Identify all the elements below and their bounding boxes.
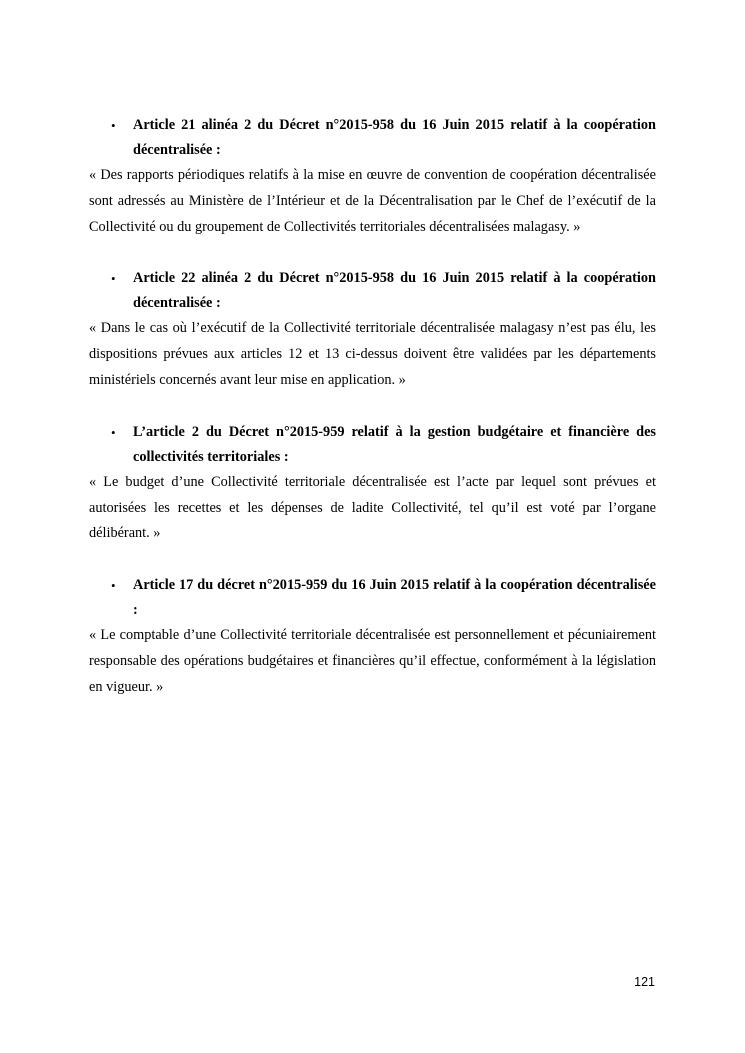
article-heading-text: Article 22 alinéa 2 du Décret n°2015-958 du 16 Juin 2015 relatif à la coopération décentralisée : [133,270,656,312]
article-section [89,113,656,240]
article-quote: « Le budget d’une Collectivité territoriale décentralisée est l’acte par lequel sont prévues et autorisées les recettes et les dépenses de ladite Collectivité, tel qu’il est voté par l’organe délibérant. » [89,473,656,542]
article-quote: « Le comptable d’une Collectivité territoriale décentralisée est personnellement et pécuniairement responsable des opérations budgétaires et financières qu’il effectue, conformément à la législation en vigueur. » [89,627,656,695]
article-quote: « Dans le cas où l’exécutif de la Collectivité territoriale décentralisée malagasy n’est pas élu, les dispositions prévues aux articles 12 et 13 ci-dessus doivent être validées par les départements ministériels concernés avant leur mise en application. » [89,320,656,388]
article-section [89,266,656,393]
document-body [89,113,656,727]
article-heading-text: Article 21 alinéa 2 du Décret n°2015-958 du 16 Juin 2015 relatif à la coopération décentralisée : [133,117,656,158]
article-heading [89,573,656,623]
bullet-icon: • [111,424,116,440]
article-section [89,420,656,547]
article-heading [89,266,656,316]
article-section [89,573,656,700]
bullet-icon: • [111,118,116,133]
article-quote: « Des rapports périodiques relatifs à la mise en œuvre de convention de coopération décentralisée sont adressés au Ministère de l’Intérieur et de la Décentralisation par le Chef de l’exécutif de la Collectivité ou du groupement de Collectivités territoriales décentralisées malagasy. » [89,167,656,235]
page-number: 121 [634,975,655,989]
bullet-icon: • [111,271,116,287]
article-heading [89,113,656,163]
article-heading [89,420,656,470]
article-heading-text: L’article 2 du Décret n°2015-959 relatif à la gestion budgétaire et financière des collectivités territoriales : [133,423,656,465]
article-heading-text: Article 17 du décret n°2015-959 du 16 Juin 2015 relatif à la coopération décentralisée : [133,577,656,619]
bullet-icon: • [111,578,116,594]
